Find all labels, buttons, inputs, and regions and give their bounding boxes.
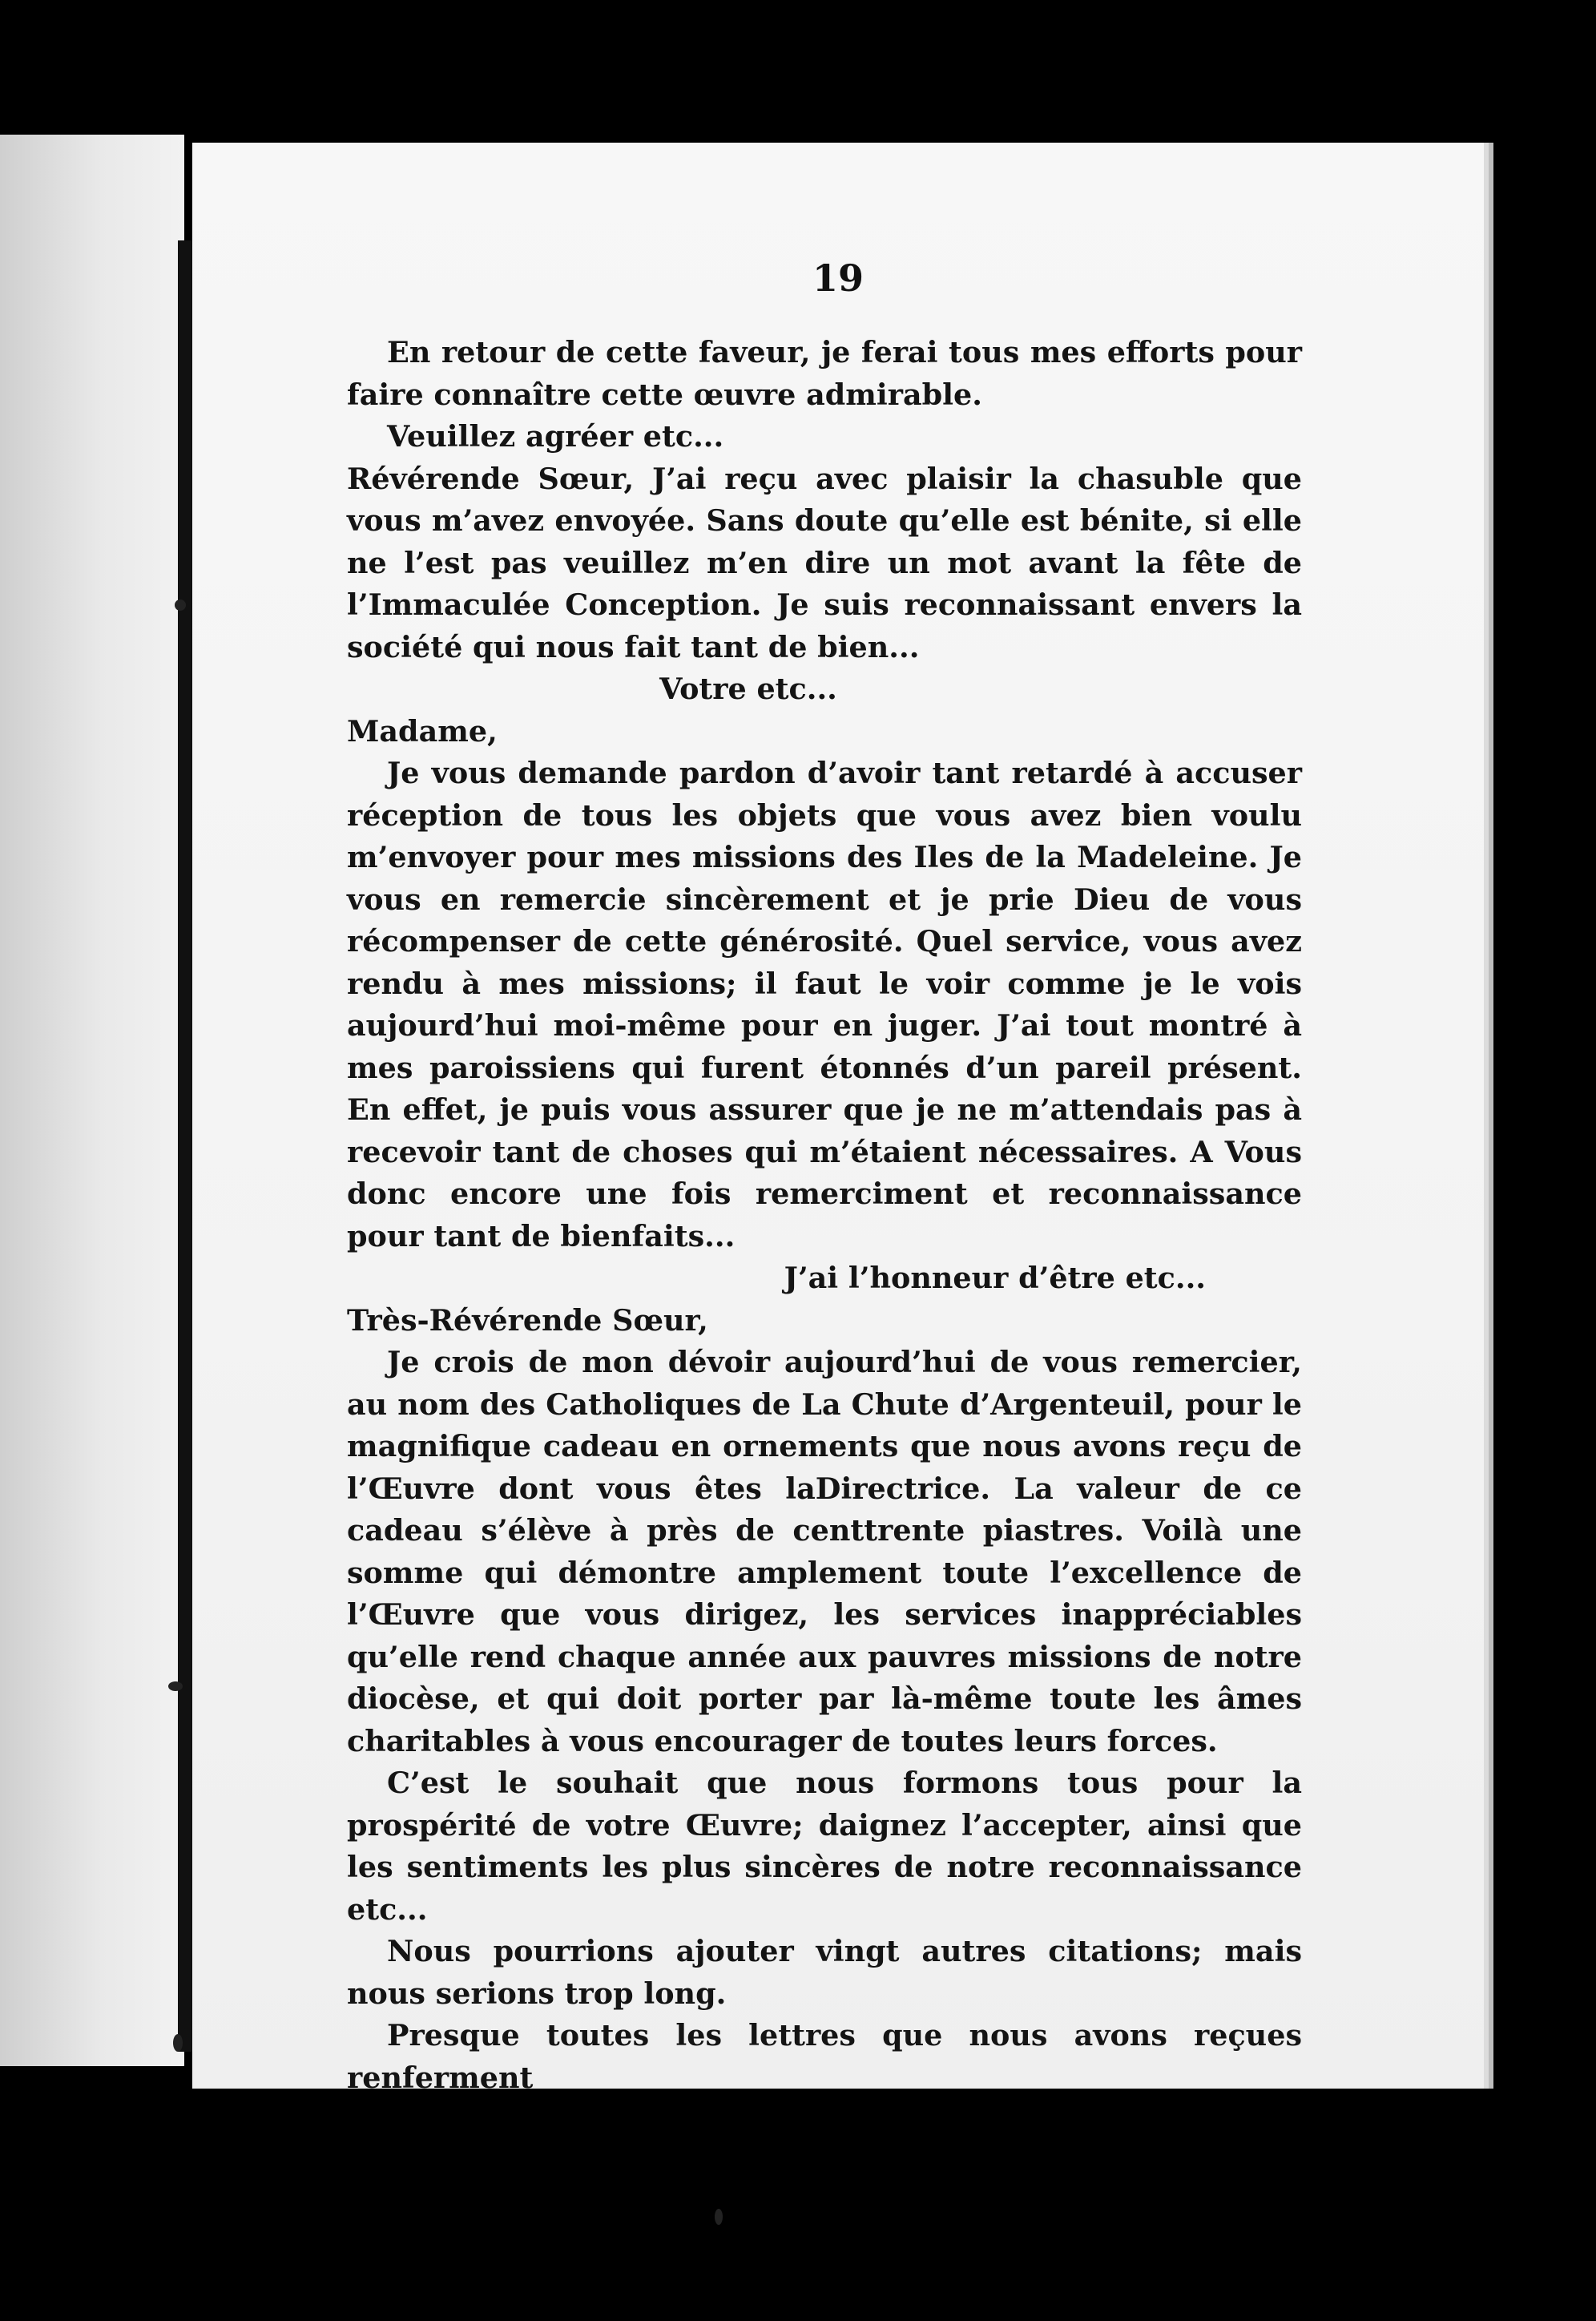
paragraph: Je crois de mon dévoir aujourd’hui de vous remercier, au nom des Catholiques de La Chute d’Argenteuil, pour le magnifique cadeau en ornements que nous avons reçu de l’Œuvre dont vous êtes laDirectrice. La valeur de ce cadeau s’élève à près de centtrente piastres. Voilà une somme qui démontre amplement toute l’excellence de l’Œuvre que vous dirigez, les services inappréciables qu’elle rend chaque année aux pauvres missions de notre diocèse, et qui doit porter par là-même toute les âmes charitables à vous encourager de toutes leurs forces. <box>347 1345 1302 1758</box>
page-number: 19 <box>812 256 864 300</box>
ink-speck <box>175 599 186 611</box>
paragraph: C’est le souhait que nous formons tous pour la prospérité de votre Œuvre; daignez l’accepter, ainsi que les sentiments les plus sincères de notre reconnaissance etc... <box>347 1766 1302 1927</box>
paragraph: Je vous demande pardon d’avoir tant retardé à accuser réception de tous les objets que vous avez bien voulu m’envoyer pour mes missions des Iles de la Madeleine. Je vous en remercie sincèrement et je prie Dieu de vous récompenser de cette générosité. Quel service, vous avez rendu à mes missions; il faut le voir comme je le vois aujourd’hui moi-même pour en juger. J’ai tout montré à mes paroissiens qui furent étonnés d’un pareil présent. En effet, je puis vous assurer que je ne m’attendais pas à recevoir tant de choses qui m’étaient nécessaires. A Vous donc encore une fois remerciment et reconnaissance pour tant de bienfaits... <box>347 756 1302 1253</box>
paragraph: En retour de cette faveur, je ferai tous mes efforts pour faire connaître cette œuvre admirable. <box>347 335 1302 412</box>
ink-speck <box>168 1681 183 1691</box>
ink-speck <box>173 2034 183 2052</box>
facing-page-edge <box>0 135 184 2066</box>
page-text <box>347 332 1302 2099</box>
paragraph: Presque toutes les lettres que nous avons reçues renferment <box>347 2018 1302 2095</box>
book-page <box>192 143 1484 2095</box>
salutation: Madame, <box>347 713 498 749</box>
closing-line: Veuillez agréer etc... <box>387 419 724 454</box>
closing-line: J’ai l’honneur d’être etc... <box>784 1261 1206 1295</box>
closing-line: Votre etc... <box>659 672 837 706</box>
paragraph: Nous pourrions ajouter vingt autres citations; mais nous serions trop long. <box>347 1934 1302 2011</box>
ink-speck <box>715 2209 723 2225</box>
paragraph: Révérende Sœur, J’ai reçu avec plaisir la chasuble que vous m’avez envoyée. Sans doute qu’elle est bénite, si elle ne l’est pas veuillez m’en dire un mot avant la fête de l’Immaculée Conception. Je suis reconnaissant envers la société qui nous fait tant de bien... <box>347 461 1302 664</box>
book-gutter <box>178 240 194 2052</box>
salutation: Très-Révérende Sœur, <box>347 1302 708 1338</box>
